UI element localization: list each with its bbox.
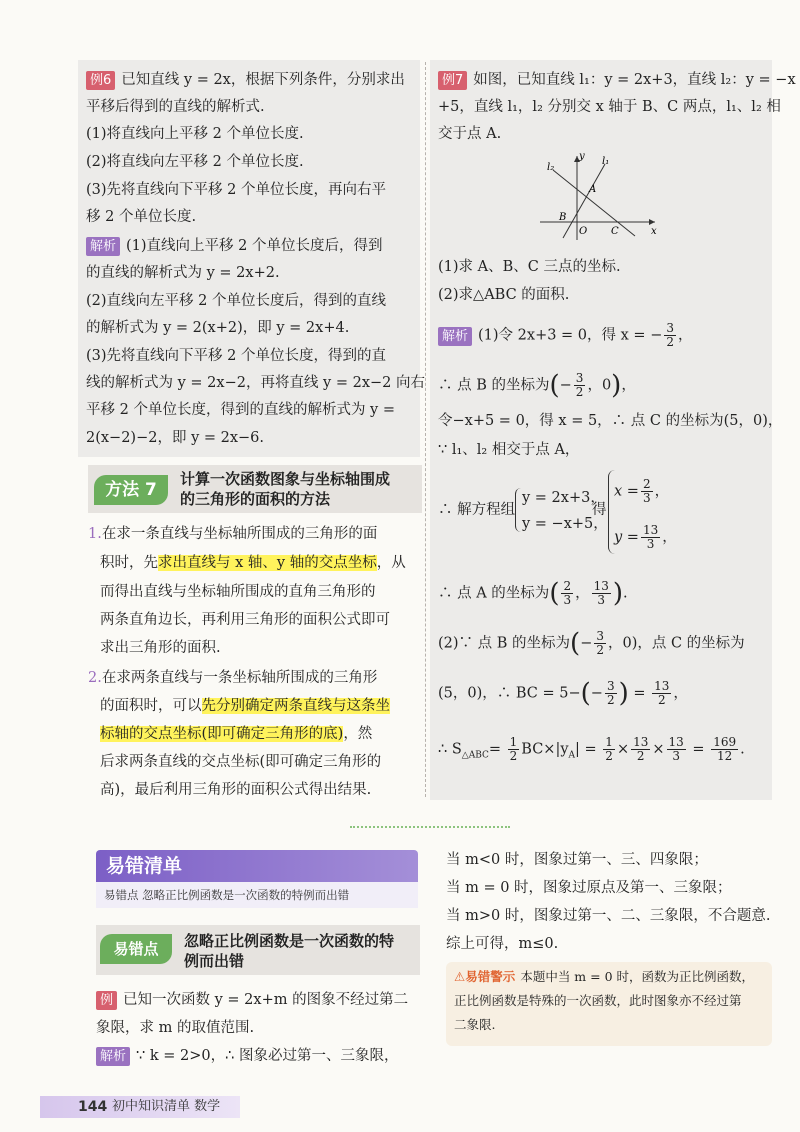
method-badge: 方法 7 <box>94 475 168 505</box>
method-point-1b: 积时，先求出直线与 x 轴、y 轴的交点坐标，从 <box>100 555 406 571</box>
ex7-area: ∴ $S_{\triangle ABC}=$ $\frac{1}{2}$ $BC\times|y_A|$ = $\frac{1}{2}$ × $\frac{13}{2}$ × $\frac{13}{3}$ = $\frac{169}{12}$ . <box>438 735 745 763</box>
ex7-graph <box>535 150 665 245</box>
ex7-question-line3: 交于点 A. <box>438 126 502 142</box>
ex7-solution-tag: 解析 <box>438 327 472 346</box>
ex6-solution-1a: 解析 (1)直线向上平移 2 个单位长度后，得到 <box>86 236 383 256</box>
book-title: 初中知识清单 数学 <box>112 1099 221 1114</box>
ex7-point-A: ∴ 点 A 的坐标为( $\frac{2}{3}$ ， $\frac{13}{3}$ ). <box>438 578 628 609</box>
error-example-q1: 例 已知一次函数 y = 2x+m 的图象不经过第二 <box>96 990 408 1010</box>
ex7-solve-system-label: ∴ 解方程组 <box>438 502 516 518</box>
ex7-question-line2: +5，直线 l₁，l₂ 分别交 x 轴于 B、C 两点，l₁、l₂ 相 <box>438 99 781 115</box>
method-point-1d: 两条直角边长，再利用三角形的面积公式即可 <box>100 612 390 628</box>
case-conclusion: 综上可得，m≤0. <box>446 936 559 952</box>
solution-x: x = $\frac{2}{3}$ ， <box>614 477 670 505</box>
system-eq1: y = 2x+3， <box>522 490 605 506</box>
section-divider <box>350 826 510 828</box>
case-m-zero: 当 m = 0 时，图象过原点及第一、三象限； <box>446 880 732 896</box>
ex7-solution-point-B: ∴ 点 B 的坐标为(− $\frac{3}{2}$ ，0)， <box>438 370 636 401</box>
ex6-solution-tag: 解析 <box>86 237 120 256</box>
error-example-solution: 解析 ∵ k = 2>0，∴ 图象必过第一、三象限， <box>96 1046 398 1066</box>
ex7-solution-2a: (2)∵ 点 B 的坐标为(− $\frac{3}{2}$ ，0)，点 C 的坐标为 <box>438 628 745 659</box>
graph-C-label: C <box>611 226 619 237</box>
system-get: 得 <box>592 502 607 518</box>
error-point-badge: 易错点 <box>100 934 172 964</box>
ex7-question-line1: 例7 如图，已知直线 l₁：y = 2x+3，直线 l₂：y = −x <box>438 70 796 90</box>
ex6-solution-3b: 线的解析式为 y = 2x−2，再将直线 y = 2x−2 向右 <box>86 375 426 391</box>
method-point-2b: 的面积时，可以先分别确定两条直线与这条坐 <box>100 698 390 714</box>
error-solution-tag: 解析 <box>96 1047 130 1066</box>
method-point-2a: 2.在求两条直线与一条坐标轴所围成的三角形 <box>88 670 378 686</box>
warning-icon: ⚠ <box>454 969 466 984</box>
ex6-solution-3c: 平移 2 个单位长度，得到的直线的解析式为 y = <box>86 402 396 418</box>
graph-l2-label: l₂ <box>547 162 555 173</box>
column-divider <box>425 62 426 797</box>
ex6-question-line1: 例6 已知直线 y = 2x，根据下列条件，分别求出 <box>86 70 405 90</box>
case-m-negative: 当 m<0 时，图象过第一、三、四象限； <box>446 852 708 868</box>
method-point-2c: 标轴的交点坐标(即可确定三角形的底)，然 <box>100 726 373 742</box>
error-alert-line1: ⚠易错警示 本题中当 m = 0 时，函数为正比例函数， <box>454 969 755 984</box>
ex7-condition-1: (1)求 A、B、C 三点的坐标. <box>438 259 621 275</box>
error-example-q2: 象限，求 m 的取值范围. <box>96 1020 255 1036</box>
ex6-solution-2b: 的解析式为 y = 2(x+2)，即 y = 2x+4. <box>86 320 350 336</box>
highlight-intercepts: 求出直线与 x 轴、y 轴的交点坐标 <box>158 555 377 571</box>
graph-y-label: y <box>579 151 585 162</box>
solution-y: y = $\frac{13}{3}$ ， <box>614 523 677 551</box>
error-alert-title: ⚠易错警示 <box>454 969 516 984</box>
error-alert-line2: 正比例函数是特殊的一次函数，此时图象亦不经过第 <box>454 993 742 1008</box>
ex6-condition-2: (2)将直线向左平移 2 个单位长度. <box>86 154 304 170</box>
method-point-1e: 求出三角形的面积. <box>100 640 221 656</box>
ex6-question-line2: 平移后得到的直线的解析式. <box>86 99 265 115</box>
graph-l1-label: l₁ <box>602 156 610 167</box>
page-number: 144 <box>78 1099 108 1115</box>
ex6-solution-3d: 2(x−2)−2，即 y = 2x−6. <box>86 430 265 446</box>
highlight-base-2: 标轴的交点坐标(即可确定三角形的底) <box>100 726 344 742</box>
ex7-tag: 例7 <box>438 71 467 90</box>
left-top-panel <box>78 60 420 457</box>
error-point-title-2: 例而出错 <box>184 952 245 970</box>
error-list-subtitle: 易错点 忽略正比例函数是一次函数的特例而出错 <box>96 882 418 908</box>
method-title-line1: 计算一次函数图象与坐标轴围成 <box>180 470 391 488</box>
ex7-condition-2: (2)求△ABC 的面积. <box>438 287 570 303</box>
error-alert-line3: 二象限. <box>454 1017 496 1032</box>
system-eq2: y = −x+5， <box>522 516 608 532</box>
error-list-header: 易错清单 <box>96 850 418 882</box>
ex6-solution-3a: (3)先将直线向下平移 2 个单位长度，得到的直 <box>86 348 386 364</box>
method-point-1c: 而得出直线与坐标轴所围成的直角三角形的 <box>100 584 376 600</box>
highlight-base: 先分别确定两条直线与这条坐 <box>201 698 390 714</box>
error-example-tag: 例 <box>96 991 117 1010</box>
method-point-1a: 1.在求一条直线与坐标轴所围成的三角形的面 <box>88 526 378 542</box>
ex6-tag: 例6 <box>86 71 115 90</box>
ex7-solution-intersect: ∵ l₁、l₂ 相交于点 A， <box>438 442 580 458</box>
case-m-positive: 当 m>0 时，图象过第一、二、三象限，不合题意. <box>446 908 771 924</box>
method-point-2d: 后求两条直线的交点坐标(即可确定三角形的 <box>100 754 382 770</box>
ex6-solution-1b: 的直线的解析式为 y = 2x+2. <box>86 265 280 281</box>
ex7-solution-point-C: 令−x+5 = 0，得 x = 5，∴ 点 C 的坐标为(5，0)， <box>438 413 783 429</box>
method-title-line2: 的三角形的面积的方法 <box>180 490 331 508</box>
ex6-solution-2a: (2)直线向左平移 2 个单位长度后，得到的直线 <box>86 293 386 309</box>
ex6-condition-1: (1)将直线向上平移 2 个单位长度. <box>86 126 304 142</box>
error-point-title-1: 忽略正比例函数是一次函数的特 <box>184 932 395 950</box>
system-left-brace <box>515 488 522 532</box>
method-point-2e: 高)，最后利用三角形的面积公式得出结果. <box>100 782 372 798</box>
graph-B-label: B <box>559 212 567 223</box>
graph-x-label: x <box>651 226 657 237</box>
graph-A-label: A <box>589 184 597 195</box>
ex6-condition-3a: (3)先将直线向下平移 2 个单位长度，再向右平 <box>86 182 386 198</box>
ex6-condition-3b: 移 2 个单位长度. <box>86 209 197 225</box>
ex7-solution-2b: (5，0)，∴ BC = 5−(− $\frac{3}{2}$ ) = $\frac{13}{2}$ ， <box>438 678 688 709</box>
ex7-solution-1: 解析 (1)令 2x+3 = 0，得 x = − $\frac{3}{2}$ ， <box>438 322 692 349</box>
graph-O-label: O <box>579 226 588 237</box>
line-l2 <box>553 170 635 236</box>
